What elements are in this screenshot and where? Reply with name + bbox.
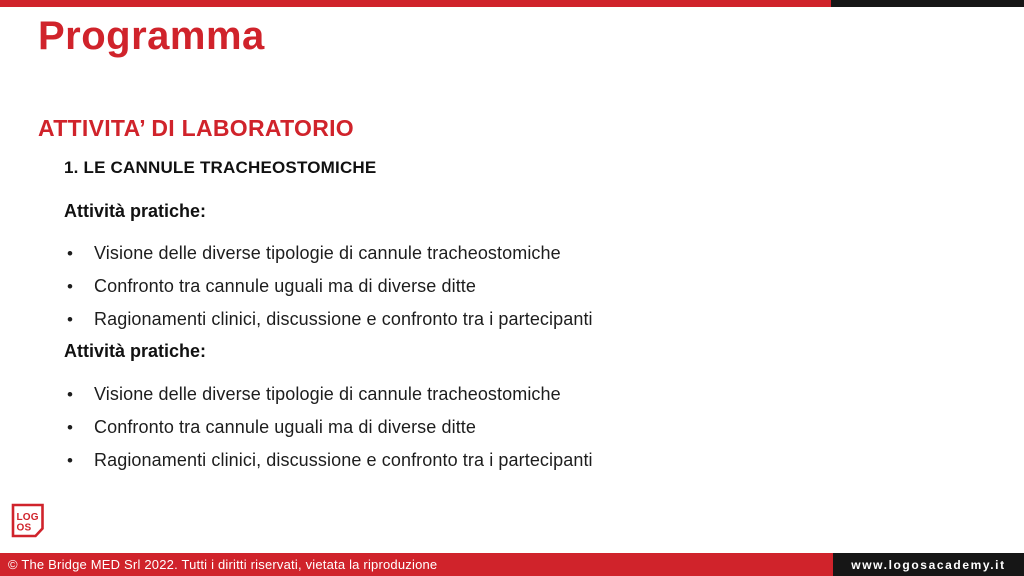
list-item-text: Confronto tra cannule uguali ma di diverse ditte (94, 276, 477, 296)
footer-copyright-section (0, 553, 833, 576)
website-text: www.logosacademy.it (851, 557, 1006, 572)
top-accent-bar (0, 0, 1024, 7)
list-item (64, 310, 744, 329)
list-item-text: Ragionamenti clinici, discussione e confronto tra i partecipanti (94, 450, 593, 470)
section-heading: ATTIVITA’ DI LABORATORIO (38, 115, 354, 141)
list-item (64, 451, 744, 470)
list-item-text: Visione delle diverse tipologie di cannule tracheostomiche (94, 384, 561, 404)
list-item (64, 385, 744, 404)
page-title: Programma (38, 14, 265, 58)
topic-heading: 1. LE CANNULE TRACHEOSTOMICHE (64, 158, 377, 177)
bullet-icon: • (67, 451, 74, 470)
copyright-text: © The Bridge MED Srl 2022. Tutti i diritti riservati, vietata la riproduzione (8, 557, 438, 572)
list-item (64, 244, 744, 263)
footer-website-section (833, 553, 1024, 576)
logos-logo (11, 503, 45, 540)
logo-text-line2: OS (16, 522, 32, 534)
activities-label-1: Attività pratiche: (64, 201, 207, 221)
top-bar-red-segment (0, 0, 831, 7)
bullet-icon: • (67, 385, 74, 404)
list-item (64, 277, 744, 296)
logo-text-line1: LOG (16, 512, 39, 523)
bullet-icon: • (67, 418, 74, 437)
list-item-text: Visione delle diverse tipologie di cannule tracheostomiche (94, 243, 561, 263)
bullet-icon: • (67, 244, 74, 263)
logos-logo-mark (11, 503, 45, 540)
list-item-text: Confronto tra cannule uguali ma di diverse ditte (94, 417, 477, 437)
footer-bar (0, 553, 1024, 576)
bullet-list-1 (64, 244, 744, 343)
bullet-icon: • (67, 310, 74, 329)
list-item (64, 418, 744, 437)
bullet-icon: • (67, 277, 74, 296)
bullet-list-2 (64, 385, 744, 484)
list-item-text: Ragionamenti clinici, discussione e confronto tra i partecipanti (94, 309, 593, 329)
top-bar-black-segment (831, 0, 1024, 7)
activities-label-2: Attività pratiche: (64, 341, 207, 361)
